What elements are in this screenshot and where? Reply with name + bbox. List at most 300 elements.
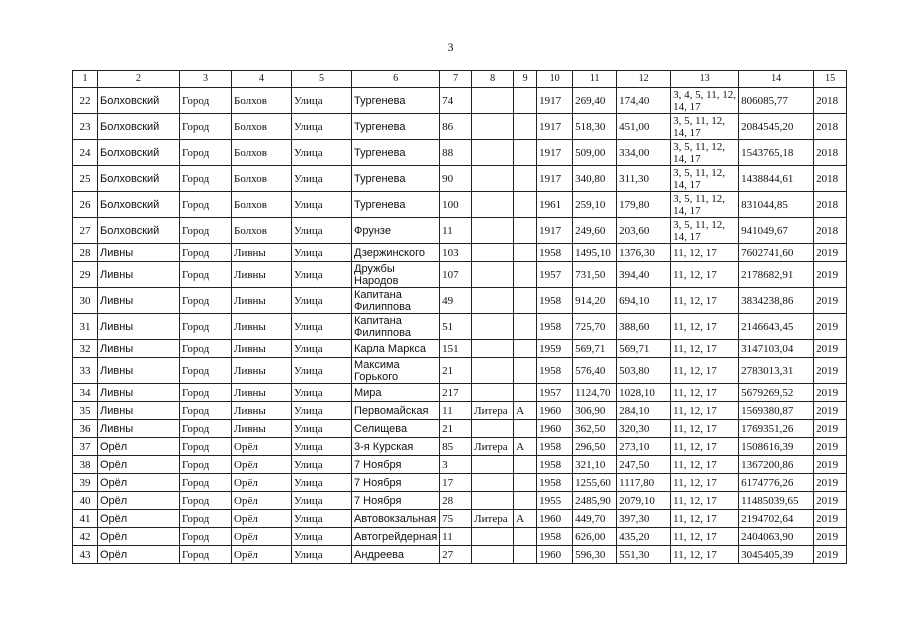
table-cell bbox=[514, 384, 537, 402]
table-cell: 51 bbox=[440, 314, 472, 340]
table-cell: 2018 bbox=[814, 88, 847, 114]
table-cell: 3-я Курская bbox=[352, 438, 440, 456]
table-cell: 596,30 bbox=[573, 546, 617, 564]
table-cell: Тургенева bbox=[352, 114, 440, 140]
table-cell: Болхов bbox=[232, 166, 292, 192]
table-cell: Ливны bbox=[232, 402, 292, 420]
table-cell: Улица bbox=[292, 384, 352, 402]
table-cell: 31 bbox=[73, 314, 98, 340]
table-row bbox=[73, 314, 847, 340]
table-cell: Андреева bbox=[352, 546, 440, 564]
table-cell: Улица bbox=[292, 114, 352, 140]
table-cell: 284,10 bbox=[617, 402, 671, 420]
table-cell: Улица bbox=[292, 288, 352, 314]
table-cell: Город bbox=[180, 244, 232, 262]
table-cell: 11, 12, 17 bbox=[671, 528, 739, 546]
table-cell: Болховский bbox=[98, 192, 180, 218]
table-cell: 3 bbox=[440, 456, 472, 474]
column-header: 9 bbox=[514, 71, 537, 88]
column-header: 1 bbox=[73, 71, 98, 88]
table-cell: Улица bbox=[292, 420, 352, 438]
table-cell: 2019 bbox=[814, 438, 847, 456]
table-row bbox=[73, 114, 847, 140]
table-cell: 518,30 bbox=[573, 114, 617, 140]
table-cell: Первомайская bbox=[352, 402, 440, 420]
table-cell: 626,00 bbox=[573, 528, 617, 546]
table-cell: 2019 bbox=[814, 244, 847, 262]
table-cell: 107 bbox=[440, 262, 472, 288]
table-cell: 11, 12, 17 bbox=[671, 262, 739, 288]
table-cell: 397,30 bbox=[617, 510, 671, 528]
table-cell bbox=[472, 314, 514, 340]
table-cell: 11, 12, 17 bbox=[671, 438, 739, 456]
table-cell: 2079,10 bbox=[617, 492, 671, 510]
table-cell: 27 bbox=[73, 218, 98, 244]
table-cell: 306,90 bbox=[573, 402, 617, 420]
table-cell: Город bbox=[180, 218, 232, 244]
table-cell: 11, 12, 17 bbox=[671, 546, 739, 564]
table-cell: 1958 bbox=[537, 474, 573, 492]
table-cell: 1959 bbox=[537, 340, 573, 358]
column-header: 8 bbox=[472, 71, 514, 88]
table-cell: 217 bbox=[440, 384, 472, 402]
table-cell: 41 bbox=[73, 510, 98, 528]
table-cell: Орёл bbox=[232, 546, 292, 564]
column-header: 10 bbox=[537, 71, 573, 88]
table-row bbox=[73, 528, 847, 546]
table-cell: 5679269,52 bbox=[739, 384, 814, 402]
table-cell: Город bbox=[180, 420, 232, 438]
table-cell: 33 bbox=[73, 358, 98, 384]
table-cell bbox=[514, 166, 537, 192]
table-cell: 503,80 bbox=[617, 358, 671, 384]
table-cell: 21 bbox=[440, 420, 472, 438]
table-cell: Ливны bbox=[98, 402, 180, 420]
table-cell bbox=[514, 218, 537, 244]
table-cell: Улица bbox=[292, 474, 352, 492]
table-cell: 509,00 bbox=[573, 140, 617, 166]
table-cell: 435,20 bbox=[617, 528, 671, 546]
table-cell: 42 bbox=[73, 528, 98, 546]
table-cell bbox=[472, 384, 514, 402]
table-cell: 321,10 bbox=[573, 456, 617, 474]
table-cell: Улица bbox=[292, 456, 352, 474]
table-cell: 26 bbox=[73, 192, 98, 218]
table-cell: Ливны bbox=[98, 420, 180, 438]
table-cell: 3045405,39 bbox=[739, 546, 814, 564]
page-number: 3 bbox=[447, 40, 454, 54]
table-cell: 2485,90 bbox=[573, 492, 617, 510]
table-cell: 2019 bbox=[814, 262, 847, 288]
table-cell: 247,50 bbox=[617, 456, 671, 474]
table-cell: Ливны bbox=[232, 262, 292, 288]
table-cell: 7 Ноября bbox=[352, 456, 440, 474]
table-cell bbox=[472, 114, 514, 140]
column-header: 11 bbox=[573, 71, 617, 88]
table-cell: 1955 bbox=[537, 492, 573, 510]
table-cell: 914,20 bbox=[573, 288, 617, 314]
table-cell bbox=[514, 358, 537, 384]
table-cell: 103 bbox=[440, 244, 472, 262]
table-cell: Автовокзальная bbox=[352, 510, 440, 528]
table-cell: Ливны bbox=[232, 288, 292, 314]
table-cell bbox=[472, 166, 514, 192]
table-cell: 11, 12, 17 bbox=[671, 244, 739, 262]
column-header: 2 bbox=[98, 71, 180, 88]
table-cell: 1543765,18 bbox=[739, 140, 814, 166]
table-cell: Улица bbox=[292, 192, 352, 218]
table-cell bbox=[472, 474, 514, 492]
table-cell: 388,60 bbox=[617, 314, 671, 340]
table-cell: 259,10 bbox=[573, 192, 617, 218]
table-cell: Орёл bbox=[98, 474, 180, 492]
table-cell: 1495,10 bbox=[573, 244, 617, 262]
table-row bbox=[73, 420, 847, 438]
table-cell: 1960 bbox=[537, 420, 573, 438]
table-cell: 29 bbox=[73, 262, 98, 288]
table-cell: 49 bbox=[440, 288, 472, 314]
table-cell: 2783013,31 bbox=[739, 358, 814, 384]
table-cell: Орёл bbox=[232, 528, 292, 546]
table-cell: Город bbox=[180, 384, 232, 402]
table-cell: 11, 12, 17 bbox=[671, 456, 739, 474]
table-cell bbox=[472, 288, 514, 314]
table-cell: Ливны bbox=[232, 340, 292, 358]
table-cell: 11, 12, 17 bbox=[671, 402, 739, 420]
table-cell: 362,50 bbox=[573, 420, 617, 438]
table-cell: 23 bbox=[73, 114, 98, 140]
table-cell bbox=[514, 474, 537, 492]
table-cell: 11, 12, 17 bbox=[671, 358, 739, 384]
table-cell: Болховский bbox=[98, 114, 180, 140]
table-cell: Улица bbox=[292, 166, 352, 192]
column-header: 5 bbox=[292, 71, 352, 88]
column-header: 4 bbox=[232, 71, 292, 88]
table-cell: 2194702,64 bbox=[739, 510, 814, 528]
table-cell: 2018 bbox=[814, 166, 847, 192]
table-cell: Ливны bbox=[232, 358, 292, 384]
table-cell: Улица bbox=[292, 262, 352, 288]
table-cell bbox=[514, 262, 537, 288]
table-cell bbox=[472, 140, 514, 166]
table-cell: 6174776,26 bbox=[739, 474, 814, 492]
table-row bbox=[73, 88, 847, 114]
table-cell: Улица bbox=[292, 244, 352, 262]
table-cell: 2019 bbox=[814, 420, 847, 438]
table-row bbox=[73, 140, 847, 166]
table-row bbox=[73, 244, 847, 262]
table-cell: 3, 5, 11, 12, 14, 17 bbox=[671, 192, 739, 218]
table-cell: 28 bbox=[440, 492, 472, 510]
table-cell: 2019 bbox=[814, 528, 847, 546]
table-cell: 1769351,26 bbox=[739, 420, 814, 438]
table-row bbox=[73, 192, 847, 218]
table-cell: 11, 12, 17 bbox=[671, 288, 739, 314]
table-cell: Болхов bbox=[232, 140, 292, 166]
table-cell: 2018 bbox=[814, 192, 847, 218]
table-cell: 569,71 bbox=[617, 340, 671, 358]
table-cell: Орёл bbox=[98, 528, 180, 546]
table-cell: Ливны bbox=[98, 262, 180, 288]
table-cell: Город bbox=[180, 88, 232, 114]
table-cell: 2019 bbox=[814, 358, 847, 384]
table-cell: Фрунзе bbox=[352, 218, 440, 244]
table-row bbox=[73, 438, 847, 456]
table-cell: 1917 bbox=[537, 166, 573, 192]
table-cell: 2018 bbox=[814, 114, 847, 140]
table-cell: Болховский bbox=[98, 140, 180, 166]
table-cell bbox=[472, 546, 514, 564]
table-cell: 1917 bbox=[537, 114, 573, 140]
table-cell: 1958 bbox=[537, 438, 573, 456]
table-cell: 1960 bbox=[537, 510, 573, 528]
table-cell: 1376,30 bbox=[617, 244, 671, 262]
table-cell: Селищева bbox=[352, 420, 440, 438]
table-cell: 11 bbox=[440, 528, 472, 546]
table-cell: 569,71 bbox=[573, 340, 617, 358]
table-cell: Ливны bbox=[98, 314, 180, 340]
table-cell: 941049,67 bbox=[739, 218, 814, 244]
table-cell: 1958 bbox=[537, 528, 573, 546]
table-cell: Болхов bbox=[232, 218, 292, 244]
table-cell bbox=[472, 456, 514, 474]
table-cell: 11485039,65 bbox=[739, 492, 814, 510]
table-cell: Болхов bbox=[232, 192, 292, 218]
table-cell: 100 bbox=[440, 192, 472, 218]
table-cell: Тургенева bbox=[352, 88, 440, 114]
table-cell: 7 Ноября bbox=[352, 474, 440, 492]
table-cell: 40 bbox=[73, 492, 98, 510]
table-cell: 334,00 bbox=[617, 140, 671, 166]
table-cell: 27 bbox=[440, 546, 472, 564]
table-cell: Улица bbox=[292, 340, 352, 358]
table-cell: 1958 bbox=[537, 358, 573, 384]
table-cell: 1957 bbox=[537, 384, 573, 402]
table-cell: 451,00 bbox=[617, 114, 671, 140]
table-cell: Мира bbox=[352, 384, 440, 402]
table-cell: 1367200,86 bbox=[739, 456, 814, 474]
table-cell: 1917 bbox=[537, 218, 573, 244]
table-cell: 2019 bbox=[814, 546, 847, 564]
table-cell: 3, 5, 11, 12, 14, 17 bbox=[671, 140, 739, 166]
table-cell bbox=[514, 456, 537, 474]
table-cell: Орёл bbox=[232, 492, 292, 510]
table-cell: 90 bbox=[440, 166, 472, 192]
table-cell: 22 bbox=[73, 88, 98, 114]
table-cell: 1958 bbox=[537, 314, 573, 340]
table-row bbox=[73, 262, 847, 288]
table-cell: Город bbox=[180, 192, 232, 218]
table-cell: 11, 12, 17 bbox=[671, 510, 739, 528]
table-cell: 1957 bbox=[537, 262, 573, 288]
table-cell: Капитана Филиппова bbox=[352, 288, 440, 314]
table-cell: Город bbox=[180, 314, 232, 340]
table-cell: Тургенева bbox=[352, 192, 440, 218]
table-cell: 1917 bbox=[537, 88, 573, 114]
table-cell: Орёл bbox=[98, 492, 180, 510]
table-cell: 32 bbox=[73, 340, 98, 358]
table-row bbox=[73, 546, 847, 564]
table-row bbox=[73, 474, 847, 492]
table-cell bbox=[514, 140, 537, 166]
table-cell: Ливны bbox=[98, 384, 180, 402]
table-cell: Улица bbox=[292, 492, 352, 510]
table-cell: 2146643,45 bbox=[739, 314, 814, 340]
table-cell: А bbox=[514, 510, 537, 528]
table-cell: 1117,80 bbox=[617, 474, 671, 492]
table-row bbox=[73, 402, 847, 420]
table-cell: 311,30 bbox=[617, 166, 671, 192]
table-cell: 1958 bbox=[537, 288, 573, 314]
table-cell: Орёл bbox=[98, 456, 180, 474]
table-cell: Орёл bbox=[98, 438, 180, 456]
table-cell: 694,10 bbox=[617, 288, 671, 314]
table-cell: 11 bbox=[440, 218, 472, 244]
table-cell bbox=[472, 262, 514, 288]
table-cell: 75 bbox=[440, 510, 472, 528]
table-row bbox=[73, 358, 847, 384]
table-cell: 17 bbox=[440, 474, 472, 492]
table-cell: Улица bbox=[292, 438, 352, 456]
table-cell: Болховский bbox=[98, 166, 180, 192]
column-header: 6 bbox=[352, 71, 440, 88]
table-cell bbox=[472, 358, 514, 384]
table-cell: 179,80 bbox=[617, 192, 671, 218]
table-cell: 3, 4, 5, 11, 12, 14, 17 bbox=[671, 88, 739, 114]
table-cell: 1508616,39 bbox=[739, 438, 814, 456]
column-header: 12 bbox=[617, 71, 671, 88]
table-cell: Город bbox=[180, 456, 232, 474]
table-cell: 1960 bbox=[537, 546, 573, 564]
table-cell: Город bbox=[180, 114, 232, 140]
table-cell: 340,80 bbox=[573, 166, 617, 192]
table-cell: 24 bbox=[73, 140, 98, 166]
table-cell: 394,40 bbox=[617, 262, 671, 288]
register-table bbox=[72, 70, 847, 564]
column-header: 13 bbox=[671, 71, 739, 88]
table-cell: 7602741,60 bbox=[739, 244, 814, 262]
table-cell: Карла Маркса bbox=[352, 340, 440, 358]
table-cell: Улица bbox=[292, 528, 352, 546]
table-cell: Болхов bbox=[232, 114, 292, 140]
table-cell: Улица bbox=[292, 88, 352, 114]
table-cell bbox=[514, 288, 537, 314]
table-cell: Ливны bbox=[98, 340, 180, 358]
table-cell: 203,60 bbox=[617, 218, 671, 244]
table-cell: 86 bbox=[440, 114, 472, 140]
table-body bbox=[73, 71, 847, 564]
table-cell: 74 bbox=[440, 88, 472, 114]
table-cell: 36 bbox=[73, 420, 98, 438]
table-cell: 2018 bbox=[814, 218, 847, 244]
table-row bbox=[73, 288, 847, 314]
table-cell: 1960 bbox=[537, 402, 573, 420]
table-row bbox=[73, 492, 847, 510]
table-cell bbox=[472, 244, 514, 262]
table-cell: Ливны bbox=[98, 358, 180, 384]
table-cell: 25 bbox=[73, 166, 98, 192]
table-cell: 2084545,20 bbox=[739, 114, 814, 140]
table-cell: Литера bbox=[472, 510, 514, 528]
table-cell: Орёл bbox=[232, 474, 292, 492]
table-cell: 11, 12, 17 bbox=[671, 340, 739, 358]
table-cell: 2019 bbox=[814, 402, 847, 420]
table-cell: 174,40 bbox=[617, 88, 671, 114]
table-cell: Автогрейдерная bbox=[352, 528, 440, 546]
table-cell: 21 bbox=[440, 358, 472, 384]
table-cell: 39 bbox=[73, 474, 98, 492]
table-cell bbox=[472, 528, 514, 546]
table-cell bbox=[514, 192, 537, 218]
table-cell: 806085,77 bbox=[739, 88, 814, 114]
table-cell: 35 bbox=[73, 402, 98, 420]
table-cell bbox=[472, 88, 514, 114]
table-cell: А bbox=[514, 402, 537, 420]
table-row bbox=[73, 510, 847, 528]
table-cell bbox=[514, 314, 537, 340]
table-row bbox=[73, 218, 847, 244]
table-cell: Улица bbox=[292, 546, 352, 564]
table-cell: Улица bbox=[292, 358, 352, 384]
table-cell: 2178682,91 bbox=[739, 262, 814, 288]
table-cell: 151 bbox=[440, 340, 472, 358]
table-cell: 2019 bbox=[814, 340, 847, 358]
table-row bbox=[73, 384, 847, 402]
table-cell bbox=[514, 528, 537, 546]
table-cell: 1958 bbox=[537, 244, 573, 262]
table-cell: Дружбы Народов bbox=[352, 262, 440, 288]
table-cell: Литера bbox=[472, 438, 514, 456]
table-cell: Город bbox=[180, 492, 232, 510]
table-cell bbox=[514, 114, 537, 140]
table-cell: Тургенева bbox=[352, 140, 440, 166]
table-cell: 38 bbox=[73, 456, 98, 474]
table-cell: 7 Ноября bbox=[352, 492, 440, 510]
table-cell: 731,50 bbox=[573, 262, 617, 288]
table-cell: 3147103,04 bbox=[739, 340, 814, 358]
table-cell: 2019 bbox=[814, 456, 847, 474]
column-header: 15 bbox=[814, 71, 847, 88]
table-cell: 11, 12, 17 bbox=[671, 384, 739, 402]
table-cell: Улица bbox=[292, 218, 352, 244]
table-cell: 320,30 bbox=[617, 420, 671, 438]
table-cell: 11, 12, 17 bbox=[671, 492, 739, 510]
table-cell: 30 bbox=[73, 288, 98, 314]
table-cell: 2019 bbox=[814, 510, 847, 528]
table-cell: 725,70 bbox=[573, 314, 617, 340]
table-cell: 2019 bbox=[814, 474, 847, 492]
table-cell: 3, 5, 11, 12, 14, 17 bbox=[671, 218, 739, 244]
table-cell: Город bbox=[180, 438, 232, 456]
table-cell: Болховский bbox=[98, 218, 180, 244]
table-cell bbox=[514, 546, 537, 564]
table-cell: 551,30 bbox=[617, 546, 671, 564]
table-cell: 2018 bbox=[814, 140, 847, 166]
table-row bbox=[73, 456, 847, 474]
table-cell: 11, 12, 17 bbox=[671, 474, 739, 492]
table-cell bbox=[514, 88, 537, 114]
table-cell: 11, 12, 17 bbox=[671, 314, 739, 340]
table-cell: 1917 bbox=[537, 140, 573, 166]
table-cell: Тургенева bbox=[352, 166, 440, 192]
table-cell: Город bbox=[180, 528, 232, 546]
table-cell: 1124,70 bbox=[573, 384, 617, 402]
table-cell: Город bbox=[180, 358, 232, 384]
table-cell: 28 bbox=[73, 244, 98, 262]
table-cell bbox=[514, 420, 537, 438]
table-cell: Ливны bbox=[98, 244, 180, 262]
table-cell: Литера bbox=[472, 402, 514, 420]
